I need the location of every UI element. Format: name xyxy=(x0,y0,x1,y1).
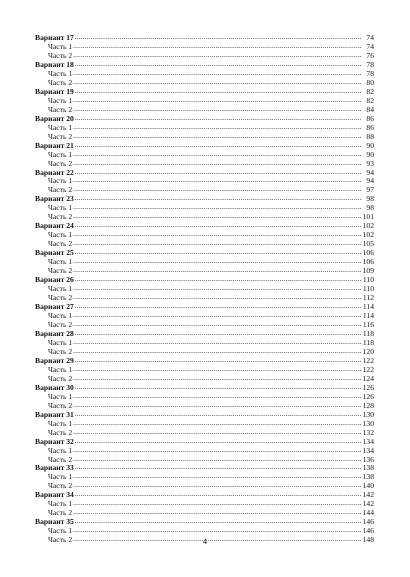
toc-entry-label: Часть 1 xyxy=(48,149,73,159)
toc-page-number: 105 xyxy=(362,239,374,249)
dot-leader xyxy=(73,239,361,248)
toc-entry-label: Часть 2 xyxy=(48,400,73,410)
toc-variant-row xyxy=(35,517,374,526)
dot-leader xyxy=(73,392,361,401)
page-number: 4 xyxy=(203,537,207,546)
toc-variant-row xyxy=(35,302,374,311)
toc-entry-label: Вариант 20 xyxy=(35,113,74,123)
dot-leader xyxy=(75,194,361,203)
dot-leader xyxy=(75,221,361,230)
dot-leader xyxy=(73,132,361,141)
dot-leader xyxy=(73,203,361,212)
toc-entry-label: Часть 2 xyxy=(48,346,73,356)
toc-variant-row xyxy=(35,141,374,150)
dot-leader xyxy=(75,356,361,365)
dot-leader xyxy=(73,51,361,60)
dot-leader xyxy=(73,212,361,221)
toc-entry-label: Часть 2 xyxy=(48,104,73,114)
toc-part-row xyxy=(35,374,374,383)
toc-entry-label: Вариант 29 xyxy=(35,355,74,365)
toc-part-row xyxy=(35,455,374,464)
toc-part-row xyxy=(35,185,374,194)
toc-entry-label: Часть 2 xyxy=(48,212,73,222)
toc-variant-row xyxy=(35,87,374,96)
toc-part-row xyxy=(35,203,374,212)
toc-page-number: 88 xyxy=(366,131,374,141)
toc-page-number: 82 xyxy=(366,86,374,96)
dot-leader xyxy=(73,293,361,302)
toc-page-number: 114 xyxy=(362,311,374,321)
toc-entry-label: Часть 1 xyxy=(48,391,73,401)
toc-entry-label: Часть 1 xyxy=(48,499,73,509)
dot-leader xyxy=(75,275,361,284)
dot-leader xyxy=(73,311,361,320)
dot-leader xyxy=(75,437,361,446)
dot-leader xyxy=(73,185,361,194)
dot-leader xyxy=(75,114,361,123)
toc-page-number: 84 xyxy=(366,104,374,114)
toc-page-number: 130 xyxy=(362,418,374,428)
toc-variant-row xyxy=(35,221,374,230)
dot-leader xyxy=(73,123,361,132)
toc-page-number: 98 xyxy=(366,203,374,213)
dot-leader xyxy=(73,69,361,78)
dot-leader xyxy=(73,347,361,356)
toc-part-row xyxy=(35,105,374,114)
toc-page-number: 120 xyxy=(362,346,374,356)
toc-part-row xyxy=(35,347,374,356)
toc-page-number: 94 xyxy=(366,167,374,177)
toc-page-number: 134 xyxy=(362,436,374,446)
dot-leader xyxy=(75,302,361,311)
toc-entry-label: Вариант 30 xyxy=(35,382,74,392)
toc-variant-row xyxy=(35,464,374,473)
toc-page-number: 93 xyxy=(366,158,374,168)
dot-leader xyxy=(73,472,361,481)
toc-part-row xyxy=(35,69,374,78)
toc-page-number: 114 xyxy=(362,302,374,312)
toc-part-row xyxy=(35,42,374,51)
toc-page-number: 98 xyxy=(366,194,374,204)
toc-entry-label: Вариант 28 xyxy=(35,328,74,338)
dot-leader xyxy=(75,248,361,257)
dot-leader xyxy=(73,320,361,329)
toc-entry-label: Часть 1 xyxy=(48,337,73,347)
toc-entry-label: Вариант 23 xyxy=(35,194,74,204)
toc-entry-label: Часть 2 xyxy=(48,319,73,329)
toc-part-row xyxy=(35,481,374,490)
dot-leader xyxy=(73,42,361,51)
toc-variant-row xyxy=(35,383,374,392)
toc-entry-label: Часть 2 xyxy=(48,373,73,383)
toc-page-number: 86 xyxy=(366,113,374,123)
toc-entry-label: Часть 1 xyxy=(48,68,73,78)
toc-entry-label: Часть 2 xyxy=(48,481,73,491)
dot-leader xyxy=(73,266,361,275)
toc-part-row xyxy=(35,499,374,508)
toc-variant-row xyxy=(35,437,374,446)
toc-page-number: 112 xyxy=(362,293,374,303)
toc-page-number: 134 xyxy=(362,445,374,455)
toc-variant-row xyxy=(35,490,374,499)
toc-page-number: 90 xyxy=(366,140,374,150)
dot-leader xyxy=(75,168,361,177)
toc-entry-label: Часть 2 xyxy=(48,508,73,518)
toc-variant-row xyxy=(35,275,374,284)
toc-entry-label: Часть 2 xyxy=(48,427,73,437)
dot-leader xyxy=(75,383,361,392)
toc-entry-label: Часть 1 xyxy=(48,230,73,240)
toc-page-number: 138 xyxy=(362,472,374,482)
toc-page-number: 122 xyxy=(362,355,374,365)
toc-page-number: 138 xyxy=(362,463,374,473)
toc-variant-row xyxy=(35,33,374,42)
toc-part-row xyxy=(35,239,374,248)
dot-leader xyxy=(73,499,361,508)
dot-leader xyxy=(73,338,361,347)
dot-leader xyxy=(73,455,361,464)
toc-page-number: 142 xyxy=(362,499,374,509)
toc-page-number: 146 xyxy=(362,517,374,527)
toc-page-number: 118 xyxy=(362,328,374,338)
toc-page-number: 132 xyxy=(362,427,374,437)
toc-entry-label: Часть 1 xyxy=(48,203,73,213)
dot-leader xyxy=(73,374,361,383)
dot-leader xyxy=(73,526,361,535)
dot-leader xyxy=(73,150,361,159)
toc-page-number: 78 xyxy=(366,59,374,69)
toc-part-row xyxy=(35,392,374,401)
toc-page-number: 130 xyxy=(362,409,374,419)
toc-variant-row xyxy=(35,248,374,257)
toc-part-row xyxy=(35,365,374,374)
toc-entry-label: Вариант 26 xyxy=(35,275,74,285)
dot-leader xyxy=(73,508,361,517)
toc-page-number: 142 xyxy=(362,490,374,500)
toc-part-row xyxy=(35,320,374,329)
toc-part-row xyxy=(35,311,374,320)
dot-leader xyxy=(73,257,361,266)
toc-entry-label: Вариант 22 xyxy=(35,167,74,177)
dot-leader xyxy=(73,365,361,374)
toc-part-row xyxy=(35,150,374,159)
toc-entry-label: Часть 2 xyxy=(48,158,73,168)
toc-page-number: 90 xyxy=(366,149,374,159)
dot-leader xyxy=(73,78,361,87)
toc-entry-label: Часть 2 xyxy=(48,293,73,303)
toc-part-row xyxy=(35,472,374,481)
dot-leader xyxy=(73,284,361,293)
toc-entry-label: Часть 2 xyxy=(48,266,73,276)
toc-page-number: 102 xyxy=(362,230,374,240)
toc-page-number: 128 xyxy=(362,400,374,410)
toc-entry-label: Часть 1 xyxy=(48,176,73,186)
toc-entry-label: Вариант 21 xyxy=(35,140,74,150)
toc-page-number: 74 xyxy=(366,41,374,51)
dot-leader xyxy=(75,33,361,42)
dot-leader xyxy=(73,419,361,428)
toc-entry-label: Часть 1 xyxy=(48,95,73,105)
dot-leader xyxy=(73,481,361,490)
toc-page-number: 140 xyxy=(362,481,374,491)
toc-entry-label: Часть 2 xyxy=(48,77,73,87)
toc-entry-label: Вариант 34 xyxy=(35,490,74,500)
toc-part-row xyxy=(35,257,374,266)
toc-part-row xyxy=(35,446,374,455)
toc-part-row xyxy=(35,338,374,347)
toc-entry-label: Вариант 32 xyxy=(35,436,74,446)
toc-part-row xyxy=(35,78,374,87)
toc-page-number: 86 xyxy=(366,122,374,132)
toc-entry-label: Вариант 31 xyxy=(35,409,74,419)
toc-page-number: 146 xyxy=(362,526,374,536)
toc-page-number: 118 xyxy=(362,337,374,347)
toc-entry-label: Часть 1 xyxy=(48,364,73,374)
dot-leader xyxy=(73,446,361,455)
toc-page-number: 110 xyxy=(362,284,374,294)
toc-page-number: 136 xyxy=(362,454,374,464)
toc-entry-label: Часть 1 xyxy=(48,445,73,455)
toc-part-row xyxy=(35,96,374,105)
dot-leader xyxy=(75,87,361,96)
toc-entry-label: Часть 1 xyxy=(48,284,73,294)
toc-page-number: 144 xyxy=(362,508,374,518)
toc-page-number: 122 xyxy=(362,364,374,374)
toc-page-number: 116 xyxy=(362,319,374,329)
toc-entry-label: Вариант 33 xyxy=(35,463,74,473)
toc-part-row xyxy=(35,293,374,302)
dot-leader xyxy=(73,159,361,168)
toc-part-row xyxy=(35,123,374,132)
toc-part-row xyxy=(35,526,374,535)
toc-part-row xyxy=(35,428,374,437)
dot-leader xyxy=(73,230,361,239)
toc-variant-row xyxy=(35,329,374,338)
dot-leader xyxy=(75,490,361,499)
dot-leader xyxy=(73,105,361,114)
dot-leader xyxy=(73,401,361,410)
dot-leader xyxy=(75,463,361,472)
toc-variant-row xyxy=(35,168,374,177)
toc-entry-label: Часть 1 xyxy=(48,526,73,536)
toc-entry-label: Вариант 25 xyxy=(35,248,74,258)
toc-page-number: 126 xyxy=(362,391,374,401)
dot-leader xyxy=(73,96,361,105)
toc-entry-label: Часть 2 xyxy=(48,535,73,545)
toc-page-number: 78 xyxy=(366,68,374,78)
dot-leader xyxy=(75,410,361,419)
toc-entry-label: Вариант 18 xyxy=(35,59,74,69)
toc-variant-row xyxy=(35,60,374,69)
toc-page-number: 94 xyxy=(366,176,374,186)
toc-page-number: 126 xyxy=(362,382,374,392)
dot-leader xyxy=(73,428,361,437)
toc-part-row xyxy=(35,419,374,428)
toc-part-row xyxy=(35,401,374,410)
dot-leader xyxy=(75,60,361,69)
toc-entry-label: Вариант 27 xyxy=(35,302,74,312)
dot-leader xyxy=(75,329,361,338)
toc-entry-label: Часть 2 xyxy=(48,131,73,141)
toc-part-row xyxy=(35,284,374,293)
toc-part-row xyxy=(35,266,374,275)
toc-page-number: 106 xyxy=(362,257,374,267)
toc-part-row xyxy=(35,132,374,141)
toc-part-row xyxy=(35,177,374,186)
toc-page-number: 80 xyxy=(366,77,374,87)
toc-page-number: 101 xyxy=(362,212,374,222)
toc-entry-label: Часть 1 xyxy=(48,311,73,321)
toc-page-number: 110 xyxy=(362,275,374,285)
toc-variant-row xyxy=(35,410,374,419)
toc-entry-label: Часть 2 xyxy=(48,185,73,195)
toc-part-row xyxy=(35,230,374,239)
dot-leader xyxy=(75,517,361,526)
toc-entry-label: Часть 1 xyxy=(48,122,73,132)
toc-page-number: 97 xyxy=(366,185,374,195)
toc-page-number: 124 xyxy=(362,373,374,383)
toc-page-number: 148 xyxy=(362,535,374,545)
toc-entry-label: Часть 1 xyxy=(48,418,73,428)
toc-entry-label: Вариант 17 xyxy=(35,32,74,42)
toc-page-number: 109 xyxy=(362,266,374,276)
toc-part-row xyxy=(35,159,374,168)
dot-leader xyxy=(73,176,361,185)
toc-entry-label: Вариант 24 xyxy=(35,221,74,231)
table-of-contents xyxy=(35,33,374,544)
toc-page-number: 106 xyxy=(362,248,374,258)
toc-variant-row xyxy=(35,356,374,365)
toc-entry-label: Вариант 19 xyxy=(35,86,74,96)
toc-part-row xyxy=(35,212,374,221)
toc-entry-label: Часть 1 xyxy=(48,257,73,267)
toc-entry-label: Часть 2 xyxy=(48,239,73,249)
toc-entry-label: Часть 2 xyxy=(48,454,73,464)
toc-page-number: 82 xyxy=(366,95,374,105)
toc-variant-row xyxy=(35,194,374,203)
toc-entry-label: Вариант 35 xyxy=(35,517,74,527)
toc-page-number: 76 xyxy=(366,50,374,60)
dot-leader xyxy=(75,141,361,150)
toc-page-number: 102 xyxy=(362,221,374,231)
toc-entry-label: Часть 1 xyxy=(48,41,73,51)
toc-page-number: 74 xyxy=(366,32,374,42)
toc-part-row xyxy=(35,51,374,60)
toc-entry-label: Часть 2 xyxy=(48,50,73,60)
toc-entry-label: Часть 1 xyxy=(48,472,73,482)
toc-variant-row xyxy=(35,114,374,123)
toc-part-row xyxy=(35,508,374,517)
